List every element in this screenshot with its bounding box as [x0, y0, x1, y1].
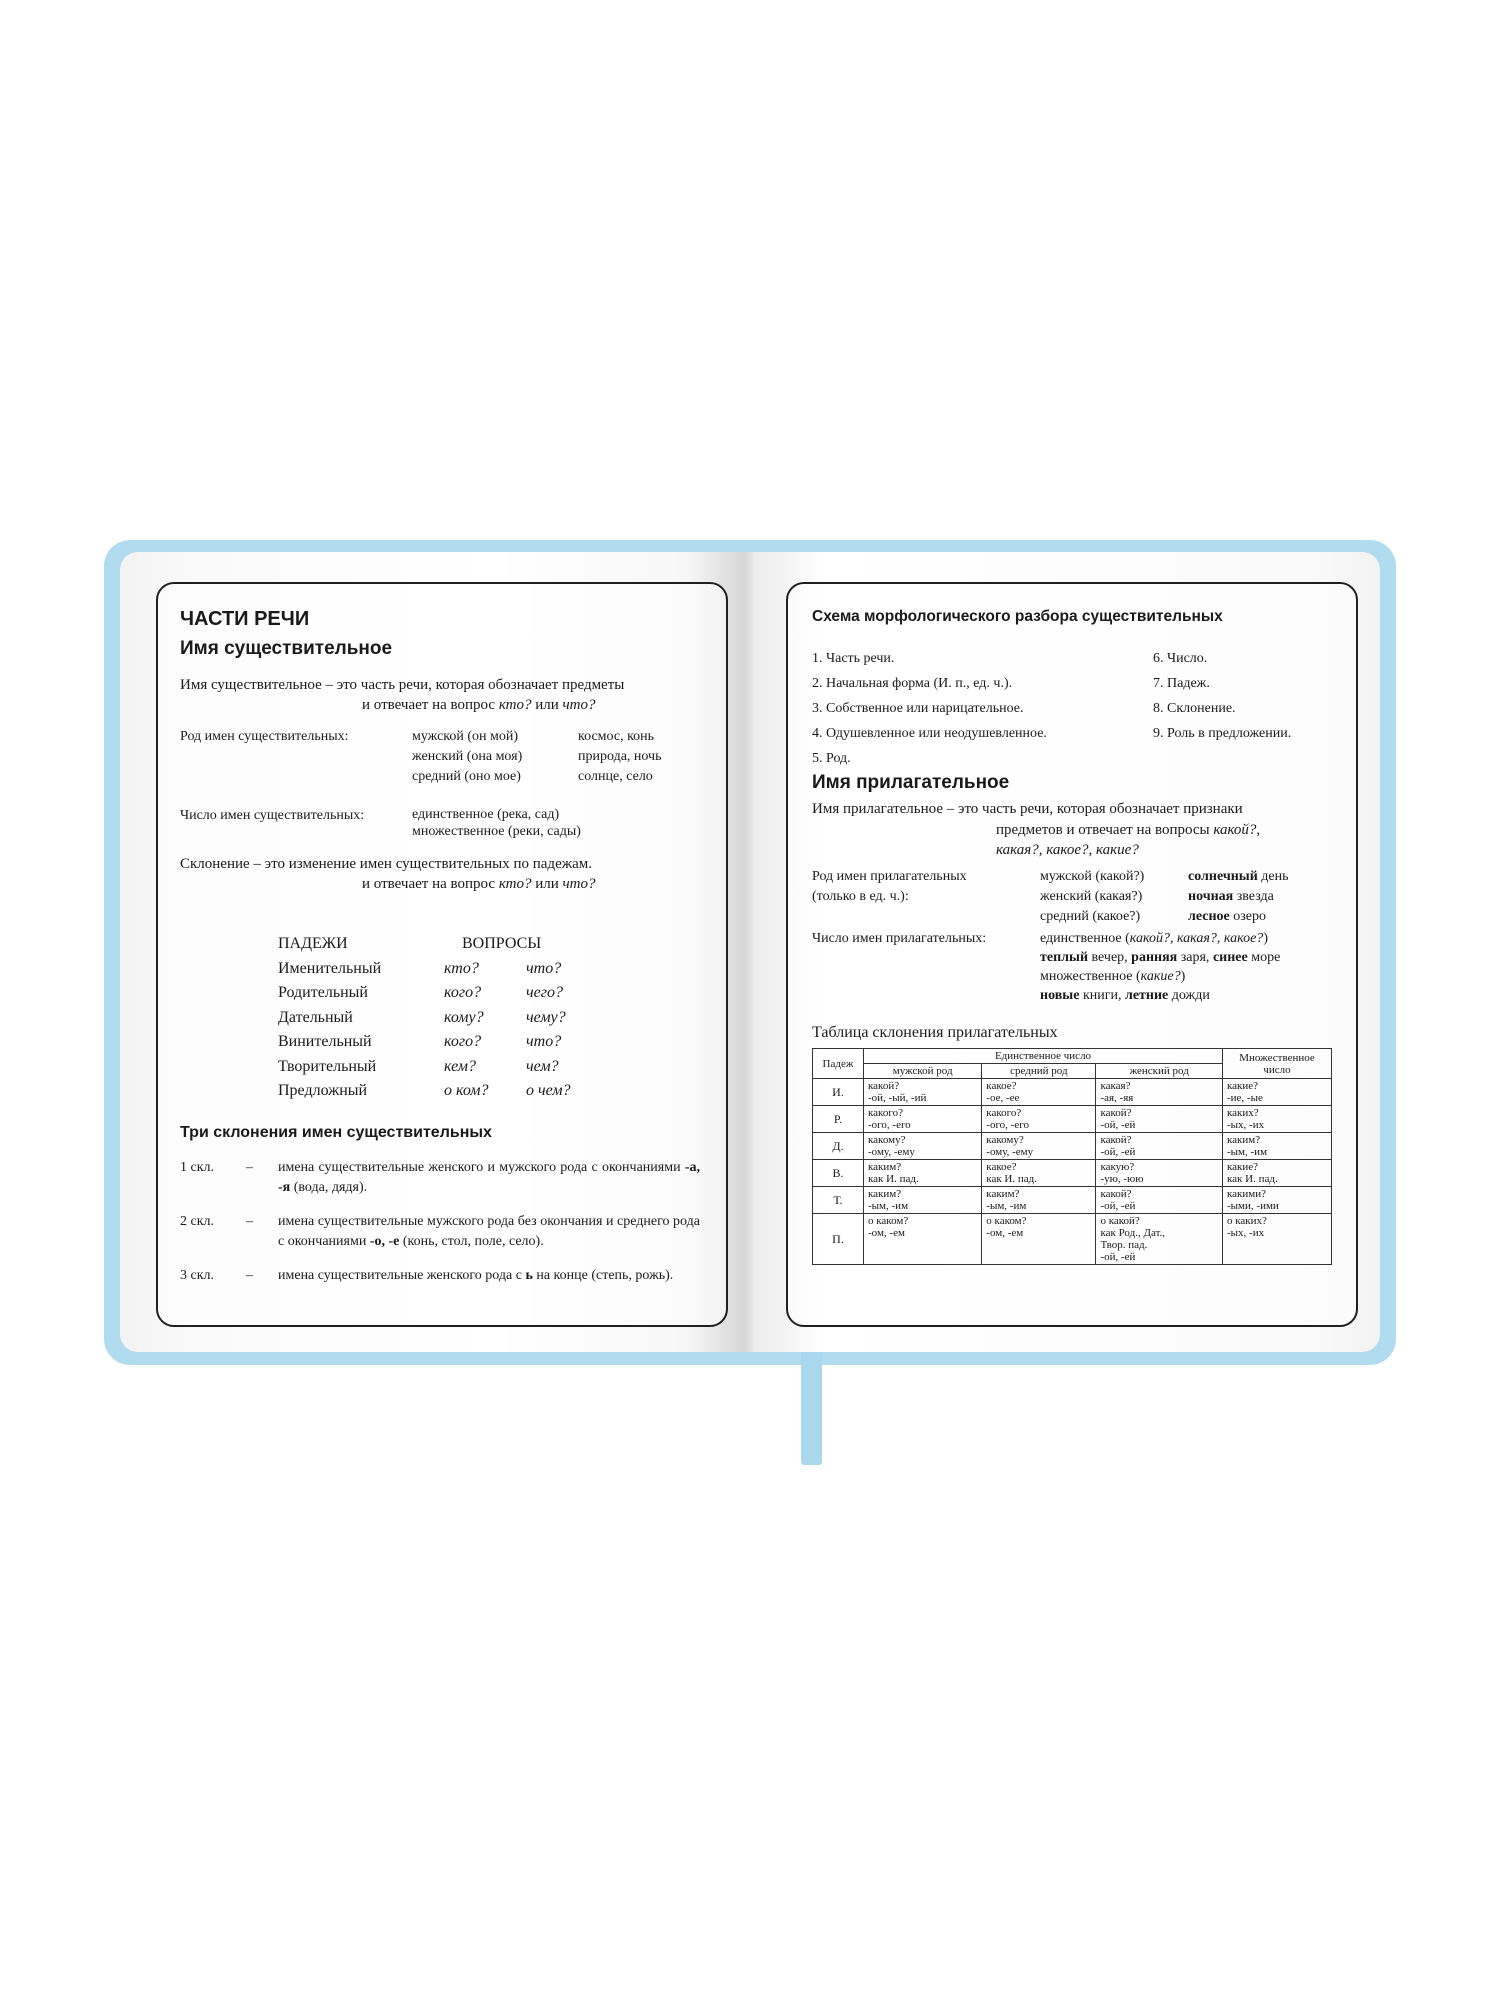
declensions-title: Три склонения имен существительных — [180, 1124, 492, 1141]
adjective-definition: Имя прилагательное – это часть речи, которая обозначает признаки предметов и отвечает на вопросы какой?, какая?, какое?, какие? — [812, 801, 1261, 858]
decl-2-label: 2 скл. — [180, 1214, 215, 1229]
col-header-singular: Единственное число — [864, 1049, 1223, 1064]
noun-number-label: Число имен существительных: — [180, 808, 365, 823]
bookmark-ribbon — [801, 1350, 822, 1465]
decl-dash: – — [246, 1268, 253, 1283]
table-row: Р. какого? -ого, -его какого? -ого, -его какой? -ой, -ей каких? -ых, -их — [813, 1106, 1332, 1133]
adjective-gender-examples: солнечный день ночная звезда лесное озеро — [1188, 869, 1289, 924]
decl-1-text: имена существительные женского и мужского рода с окончаниями -а, -я (вода, дядя). — [278, 1160, 700, 1195]
page-title: ЧАСТИ РЕЧИ — [180, 608, 310, 630]
cases-header: ПАДЕЖИ — [278, 935, 348, 952]
noun-definition: Имя существительное – это часть речи, которая обозначает предметы и отвечает на вопрос кто? или что? — [180, 677, 625, 713]
decl-2-text: имена существительные мужского рода без окончания и среднего рода с окончаниями -о, -е (конь, стол, поле, село). — [278, 1214, 700, 1249]
noun-gender-list: мужской (он мой) женский (она моя) средний (оно мое) — [412, 729, 523, 784]
noun-gender-label: Род имен существительных: — [180, 729, 349, 744]
adjective-number-label: Число имен прилагательных: — [812, 931, 987, 946]
declension-definition: Склонение – это изменение имен существительных по падежам. и отвечает на вопрос кто? или что? — [180, 856, 596, 892]
table-row: И. какой? -ой, -ый, -ий какое? -ое, -ее какая? -ая, -яя какие? -ие, -ые — [813, 1079, 1332, 1106]
scheme-list-col2: 6. Число. 7. Падеж. 8. Склонение. 9. Роль в предложении. — [1153, 651, 1292, 741]
col-header-feminine: женский род — [1096, 1064, 1223, 1079]
right-page-panel — [786, 582, 1358, 1327]
table-row: В. каким? как И. пад. какое? как И. пад. какую? -ую, -юю какие? как И. пад. — [813, 1160, 1332, 1187]
adjective-declension-table — [812, 1048, 1332, 1265]
noun-gender-examples: космос, конь природа, ночь солнце, село — [578, 729, 662, 784]
col-header-case: Падеж — [813, 1049, 864, 1079]
decl-3-text: имена существительные женского рода с ь на конце (степь, рожь). — [278, 1268, 674, 1283]
col-header-masculine: мужской род — [864, 1064, 982, 1079]
table-row: П. о каком? -ом, -ем о каком? -ом, -ем о какой? как Род., Дат., Твор. пад. -ой, -ей о каких? -ых, -их — [813, 1214, 1332, 1265]
adjective-gender-list: мужской (какой?) женский (какая?) средний (какое?) — [1040, 869, 1145, 924]
noun-number-values: единственное (река, сад) множественное (реки, сады) — [412, 807, 581, 839]
adjective-title: Имя прилагательное — [812, 772, 1010, 793]
scheme-list-col1: 1. Часть речи. 2. Начальная форма (И. п., ед. ч.). 3. Собственное или нарицательное. 4. Одушевленное или неодушевленное. 5. Род. — [812, 651, 1047, 766]
table-row: Т. каким? -ым, -им каким? -ым, -им какой? -ой, -ей какими? -ыми, -ими — [813, 1187, 1332, 1214]
noun-subtitle: Имя существительное — [180, 638, 393, 659]
questions-header: ВОПРОСЫ — [462, 935, 542, 952]
adjective-number-values: единственное (какой?, какая?, какое?) теплый вечер, ранняя заря, синее море множественное (какие?) новые книги, летние дожди — [1040, 931, 1281, 1003]
scheme-title: Схема морфологического разбора существительных — [812, 608, 1223, 625]
decl-dash: – — [246, 1160, 253, 1175]
col-header-plural: Множественное число — [1223, 1049, 1332, 1079]
adjective-gender-label: Род имен прилагательных (только в ед. ч.): — [812, 869, 967, 904]
table-row: Д. какому? -ому, -ему какому? -ому, -ему какой? -ой, -ей каким? -ым, -им — [813, 1133, 1332, 1160]
declension-table-title: Таблица склонения прилагательных — [812, 1024, 1058, 1041]
open-notebook-spread — [120, 552, 1380, 1352]
left-page-panel: ЧАСТИ РЕЧИ Имя существительное Имя существительное – это часть речи, которая обозначает предметы и отвечает на вопрос кто? или что? Род имен существительных: мужской (он мой) женский (она моя) средний (оно мое) космос, конь природа, ночь солнце, село Число имен существительных: единственное (река, сад) множественное (реки, сады) Склонение – это изменение имен существительных по падежам. и отвечает на вопрос кто? или что? ПАДЕЖИ ВОПРОСЫ Именительный кто? что? Родительный кого? чего? Дательный кому? чему? Винительный кого? что? Творительный кем? чем? Предложный о ком? о чем? Три склонения имен существительных 1 скл. – имена существительные женского и мужского рода с окончаниями -а, -я (вода, дядя). 2 скл. – имена существительные мужского рода без окончания и среднего рода с окончаниями -о, -е (конь, стол, поле, село). 3 скл. – имена существительные женского рода с ь на конце (степь, рожь). — [156, 582, 728, 1327]
col-header-neuter: средний род — [982, 1064, 1096, 1079]
decl-1-label: 1 скл. — [180, 1160, 215, 1175]
decl-dash: – — [246, 1214, 253, 1229]
decl-3-label: 3 скл. — [180, 1268, 215, 1283]
